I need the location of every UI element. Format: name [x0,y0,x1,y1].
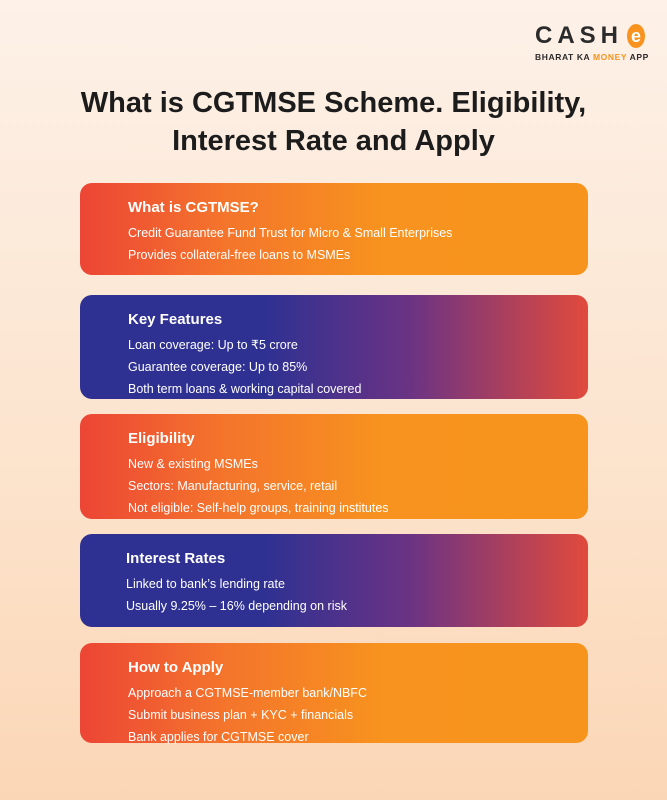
cashe-logo [535,22,649,62]
card-title: How to Apply [128,659,224,676]
card-line: Bank applies for CGTMSE cover [128,730,309,744]
card-line: Usually 9.25% – 16% depending on risk [126,599,347,613]
logo-wordmark [535,22,645,50]
card-title: Eligibility [128,430,195,447]
card-line: New & existing MSMEs [128,457,258,471]
logo-name: CASH [535,22,624,49]
tagline-post: APP [626,52,649,62]
logo-e-circle-icon: e [627,24,645,48]
card-line: Submit business plan + KYC + financials [128,708,354,722]
card-what-is-cgtmse [80,183,588,275]
card-interest-rates [80,534,588,627]
tagline-pre: BHARAT KA [535,52,593,62]
card-line: Provides collateral-free loans to MSMEs [128,248,351,262]
card-line: Guarantee coverage: Up to 85% [128,360,308,374]
card-line: Not eligible: Self-help groups, training institutes [128,501,389,515]
card-title: Key Features [128,311,223,328]
card-line: Sectors: Manufacturing, service, retail [128,479,338,493]
card-title: Interest Rates [126,550,226,567]
card-line: Loan coverage: Up to ₹5 crore [128,338,298,352]
page-title: What is CGTMSE Scheme. Eligibility, Interest Rate and Apply [80,87,587,157]
tagline-money: MONEY [592,52,627,62]
card-line: Linked to bank’s lending rate [126,577,285,591]
card-line: Approach a CGTMSE-member bank/NBFC [128,686,367,700]
logo-tagline [535,52,649,62]
card-eligibility [80,414,588,519]
card-line: Credit Guarantee Fund Trust for Micro & Small Enterprises [128,226,453,240]
card-key-features [80,295,588,399]
card-line: Both term loans & working capital covered [128,382,362,396]
card-how-to-apply [80,643,588,743]
card-title: What is CGTMSE? [128,199,259,216]
